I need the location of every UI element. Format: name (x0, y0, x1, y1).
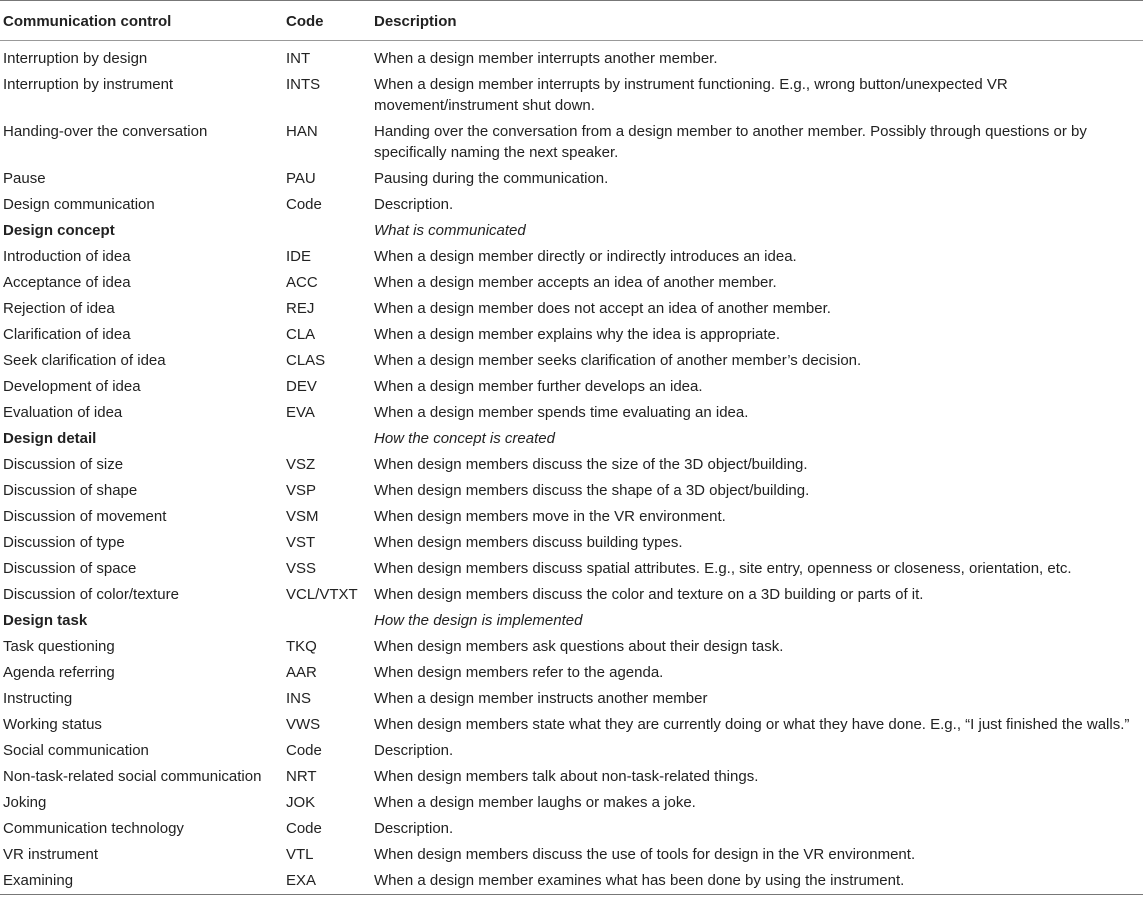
row-description-cell: When design members discuss the shape of a 3D object/building. (374, 482, 810, 499)
row-name-cell: Non-task-related social communication (3, 768, 262, 785)
table-row (0, 530, 1143, 556)
section-row (0, 426, 1143, 452)
row-code-cell: VCL/VTXT (286, 586, 358, 603)
row-name-cell: Design detail (3, 430, 97, 447)
table-row (0, 634, 1143, 660)
row-code-cell: Code (286, 742, 322, 759)
row-name-cell: Handing-over the conversation (3, 123, 208, 140)
row-description-cell: What is communicated (374, 222, 526, 239)
table-row (0, 348, 1143, 374)
row-name-cell: Working status (3, 716, 102, 733)
row-description-cell: When design members refer to the agenda. (374, 664, 664, 681)
row-description-cell: When design members discuss the color and texture on a 3D building or parts of it. (374, 586, 924, 603)
row-name-cell: Joking (3, 794, 47, 811)
row-name-cell: Design task (3, 612, 88, 629)
table-row (0, 504, 1143, 530)
table-row (0, 478, 1143, 504)
table-row (0, 868, 1143, 895)
row-name-cell: Instructing (3, 690, 73, 707)
row-code-cell: Code (286, 196, 322, 213)
table-row (0, 686, 1143, 712)
row-name-cell: Development of idea (3, 378, 141, 395)
row-code-cell: INT (286, 50, 311, 67)
table-row (0, 816, 1143, 842)
row-code-cell: EVA (286, 404, 315, 421)
row-description-cell: How the design is implemented (374, 612, 583, 629)
row-name-cell: Design concept (3, 222, 115, 239)
header-description: Description (374, 1, 1143, 41)
row-name-cell: Communication technology (3, 820, 184, 837)
row-name-cell: Task questioning (3, 638, 115, 655)
row-name-cell: Examining (0, 868, 286, 895)
table-row (0, 166, 1143, 192)
row-description-cell: When design members discuss the size of the 3D object/building. (374, 456, 808, 473)
row-description-cell: When a design member examines what has been done by using the instrument. (374, 868, 1143, 895)
row-code-cell: CLA (286, 326, 316, 343)
row-description-cell: Description. (374, 820, 454, 837)
row-code-cell: VTL (286, 846, 314, 863)
section-row (0, 608, 1143, 634)
row-code-cell: TKQ (286, 638, 317, 655)
row-description-cell: How the concept is created (374, 430, 555, 447)
row-code-cell: HAN (286, 123, 318, 140)
header-row (0, 1, 1143, 41)
row-description-cell: When a design member instructs another member (374, 690, 708, 707)
row-code-cell (286, 218, 374, 244)
row-description-cell: When a design member laughs or makes a joke. (374, 794, 696, 811)
header-communication-control: Communication control (0, 1, 286, 41)
row-code-cell: VST (286, 534, 316, 551)
table-row (0, 322, 1143, 348)
row-description-cell: When a design member further develops an idea. (374, 378, 703, 395)
row-name-cell: Discussion of color/texture (3, 586, 179, 603)
table-header (0, 1, 1143, 41)
row-code-cell: EXA (286, 868, 374, 895)
row-code-cell: VSZ (286, 456, 316, 473)
row-description-cell: When design members state what they are currently doing or what they have done. E.g., “I just finished the walls.” (374, 716, 1130, 733)
row-description-cell: Pausing during the communication. (374, 170, 609, 187)
table-row (0, 712, 1143, 738)
row-code-cell: INTS (286, 76, 321, 93)
row-name-cell: Pause (3, 170, 46, 187)
row-description-cell: When a design member seeks clarification of another member’s decision. (374, 352, 862, 369)
row-code-cell (286, 426, 374, 452)
row-code-cell: NRT (286, 768, 317, 785)
row-name-cell: Discussion of movement (3, 508, 167, 525)
row-code-cell (286, 608, 374, 634)
table-row (0, 72, 1143, 119)
section-row (0, 218, 1143, 244)
row-code-cell: VSS (286, 560, 317, 577)
row-description-cell: When a design member does not accept an idea of another member. (374, 300, 831, 317)
row-description-cell: When a design member interrupts by instrument functioning. E.g., wrong button/unexpected VR movement/instrument shut down. (374, 76, 1008, 114)
row-code-cell: IDE (286, 248, 312, 265)
row-description-cell: Description. (374, 742, 454, 759)
row-name-cell: Agenda referring (3, 664, 115, 681)
table-row (0, 790, 1143, 816)
table-row (0, 41, 1143, 73)
row-name-cell: Discussion of shape (3, 482, 138, 499)
row-code-cell: CLAS (286, 352, 326, 369)
table-row (0, 270, 1143, 296)
table-row (0, 452, 1143, 478)
table-row (0, 119, 1143, 166)
row-name-cell: Social communication (3, 742, 149, 759)
row-code-cell: VSM (286, 508, 319, 525)
table-row (0, 296, 1143, 322)
table-row (0, 582, 1143, 608)
row-description-cell: Description. (374, 196, 454, 213)
row-description-cell: When design members move in the VR environment. (374, 508, 726, 525)
row-code-cell: AAR (286, 664, 317, 681)
row-description-cell: When a design member accepts an idea of another member. (374, 274, 777, 291)
table-body (0, 41, 1143, 895)
table-row (0, 764, 1143, 790)
header-code: Code (286, 1, 374, 41)
table-row (0, 842, 1143, 868)
row-description-cell: When design members talk about non-task-related things. (374, 768, 759, 785)
row-code-cell: Code (286, 820, 322, 837)
row-code-cell: REJ (286, 300, 315, 317)
row-name-cell: Clarification of idea (3, 326, 131, 343)
row-code-cell: PAU (286, 170, 316, 187)
row-name-cell: Design communication (3, 196, 155, 213)
row-code-cell: DEV (286, 378, 317, 395)
row-name-cell: Seek clarification of idea (3, 352, 166, 369)
table-row (0, 192, 1143, 218)
table-row (0, 738, 1143, 764)
row-description-cell: When a design member directly or indirectly introduces an idea. (374, 248, 797, 265)
row-description-cell: Handing over the conversation from a design member to another member. Possibly through questions or by specifically naming the next speaker. (374, 123, 1087, 161)
row-description-cell: When design members discuss spatial attributes. E.g., site entry, openness or closeness, orientation, etc. (374, 560, 1072, 577)
row-name-cell: Interruption by design (3, 50, 148, 67)
row-name-cell: Discussion of type (3, 534, 125, 551)
row-description-cell: When a design member spends time evaluating an idea. (374, 404, 749, 421)
row-code-cell: VSP (286, 482, 317, 499)
row-name-cell: Evaluation of idea (3, 404, 123, 421)
row-name-cell: Discussion of space (3, 560, 137, 577)
row-description-cell: When design members ask questions about their design task. (374, 638, 784, 655)
table-row (0, 556, 1143, 582)
row-name-cell: Interruption by instrument (3, 76, 174, 93)
row-code-cell: INS (286, 690, 312, 707)
row-name-cell: Introduction of idea (3, 248, 131, 265)
row-description-cell: When a design member interrupts another member. (374, 50, 718, 67)
table-row (0, 400, 1143, 426)
row-name-cell: VR instrument (3, 846, 99, 863)
row-code-cell: ACC (286, 274, 318, 291)
table-row (0, 244, 1143, 270)
row-description-cell: When design members discuss the use of tools for design in the VR environment. (374, 846, 916, 863)
row-description-cell: When a design member explains why the idea is appropriate. (374, 326, 781, 343)
row-name-cell: Rejection of idea (3, 300, 115, 317)
table-row (0, 660, 1143, 686)
row-code-cell: JOK (286, 794, 316, 811)
row-code-cell: VWS (286, 716, 321, 733)
row-description-cell: When design members discuss building types. (374, 534, 683, 551)
row-name-cell: Discussion of size (3, 456, 124, 473)
table-row (0, 374, 1143, 400)
row-name-cell: Acceptance of idea (3, 274, 131, 291)
